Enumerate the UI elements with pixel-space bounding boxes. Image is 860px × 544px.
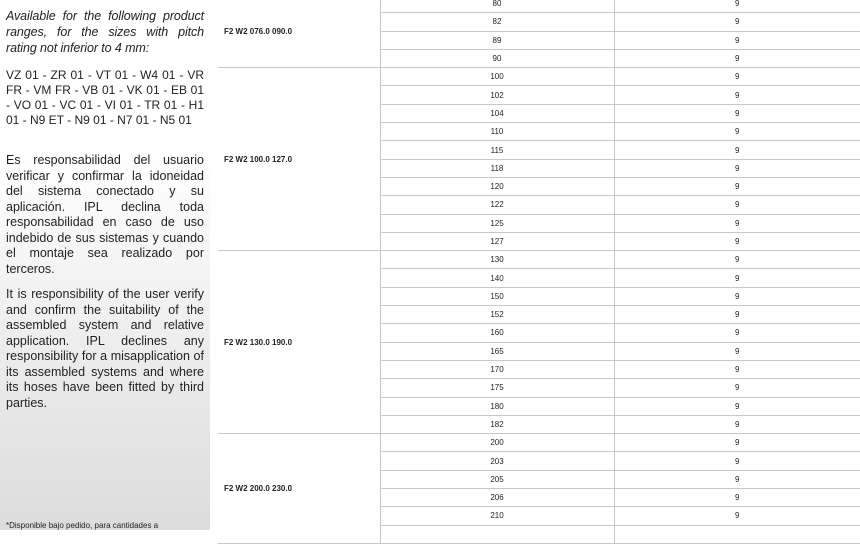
value-cell: 9 [614, 141, 860, 159]
size-cell: 120 [380, 177, 614, 195]
size-cell: 165 [380, 342, 614, 360]
size-cell: 205 [380, 470, 614, 488]
footnote: *Disponible bajo pedido, para cantidades a [6, 521, 159, 530]
value-cell: 9 [614, 49, 860, 67]
size-cell: 80 [380, 0, 614, 13]
value-cell: 9 [614, 342, 860, 360]
size-cell: 210 [380, 507, 614, 525]
sidebar-panel [0, 0, 210, 530]
value-cell: 9 [614, 86, 860, 104]
size-cell: 170 [380, 360, 614, 378]
size-cell: 122 [380, 196, 614, 214]
value-cell: 9 [614, 324, 860, 342]
size-cell: 104 [380, 104, 614, 122]
table-row [218, 434, 860, 452]
table-row [218, 68, 860, 86]
group-label: F2 W2 076.0 090.0 [218, 0, 380, 68]
value-cell: 9 [614, 379, 860, 397]
size-cell: 82 [380, 13, 614, 31]
size-cell: 89 [380, 31, 614, 49]
size-cell: 152 [380, 306, 614, 324]
sizes-table [218, 0, 860, 544]
value-cell: 9 [614, 214, 860, 232]
value-cell: 9 [614, 287, 860, 305]
size-cell: 130 [380, 251, 614, 269]
size-cell: 115 [380, 141, 614, 159]
value-cell: 9 [614, 0, 860, 13]
value-cell: 9 [614, 232, 860, 250]
group-label: F2 W2 100.0 127.0 [218, 68, 380, 251]
value-cell: 9 [614, 196, 860, 214]
value-cell: 9 [614, 452, 860, 470]
size-cell: 102 [380, 86, 614, 104]
value-cell: 9 [614, 68, 860, 86]
value-cell: 9 [614, 31, 860, 49]
group-label: F2 W2 200.0 230.0 [218, 434, 380, 544]
size-cell [380, 525, 614, 543]
size-cell: 100 [380, 68, 614, 86]
size-cell: 140 [380, 269, 614, 287]
size-cell: 118 [380, 159, 614, 177]
value-cell: 9 [614, 251, 860, 269]
size-cell: 182 [380, 415, 614, 433]
size-cell: 206 [380, 489, 614, 507]
size-cell: 90 [380, 49, 614, 67]
value-cell: 9 [614, 397, 860, 415]
availability-note: Available for the following product ranges, for the sizes with pitch rating not inferior to 4 mm: [6, 9, 204, 55]
value-cell: 9 [614, 269, 860, 287]
value-cell: 9 [614, 489, 860, 507]
size-cell: 125 [380, 214, 614, 232]
value-cell: 9 [614, 123, 860, 141]
value-cell: 9 [614, 434, 860, 452]
size-cell: 175 [380, 379, 614, 397]
value-cell: 9 [614, 415, 860, 433]
size-cell: 203 [380, 452, 614, 470]
product-ranges-list: VZ 01 - ZR 01 - VT 01 - W4 01 - VR FR - VM FR - VB 01 - VK 01 - EB 01 - VO 01 - VC 01 - VI 01 - TR 01 - H1 01 - N9 ET - N9 01 - N7 01 - N5 01 [6, 68, 204, 127]
value-cell [614, 525, 860, 543]
size-cell: 200 [380, 434, 614, 452]
value-cell: 9 [614, 177, 860, 195]
value-cell: 9 [614, 360, 860, 378]
size-cell: 150 [380, 287, 614, 305]
table-row [218, 0, 860, 13]
value-cell: 9 [614, 159, 860, 177]
value-cell: 9 [614, 470, 860, 488]
size-cell: 180 [380, 397, 614, 415]
size-cell: 127 [380, 232, 614, 250]
value-cell: 9 [614, 306, 860, 324]
group-label: F2 W2 130.0 190.0 [218, 251, 380, 434]
disclaimer-spanish: Es responsabilidad del usuario verificar y confirmar la idoneidad del sistema conectado y su aplicación. IPL declina toda responsabilidad en caso de uso indebido de sus sistemas y cuando el montaje sea realizado por terceros. [6, 153, 204, 276]
disclaimer-english: It is responsibility of the user verify and confirm the suitability of the assembled system and relative application. IPL declines any responsibility for a misapplication of its assembled systems and where its hoses have been fitted by third parties. [6, 287, 204, 410]
size-cell: 160 [380, 324, 614, 342]
value-cell: 9 [614, 104, 860, 122]
size-cell: 110 [380, 123, 614, 141]
value-cell: 9 [614, 13, 860, 31]
table-row [218, 251, 860, 269]
value-cell: 9 [614, 507, 860, 525]
